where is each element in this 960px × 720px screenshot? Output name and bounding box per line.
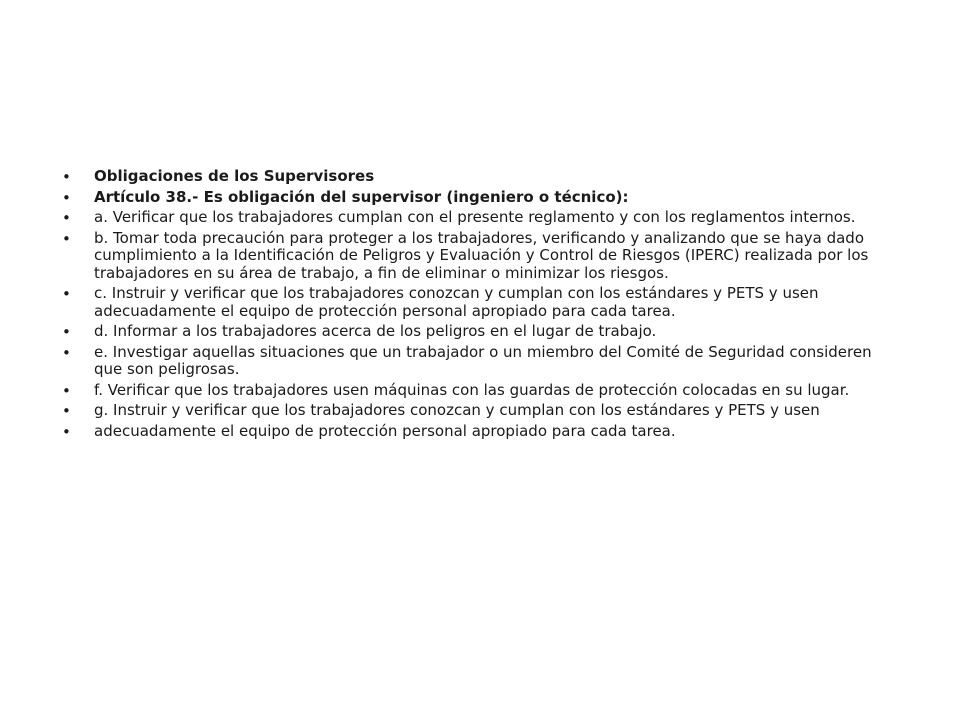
list-item-text: g. Instruir y verificar que los trabajadores conozcan y cumplan con los estándares y PETS y usen [94,401,820,419]
bullet-icon: • [62,209,71,227]
list-item [62,168,904,186]
list-item-text: e. Investigar aquellas situaciones que un trabajador o un miembro del Comité de Seguridad consideren que son peligrosas. [94,342,872,378]
bullet-icon: • [62,381,71,400]
list-item [62,189,904,207]
list-item-text: f. Verificar que los trabajadores usen máquinas con las guardas de protección colocadas en su lugar. [94,380,850,399]
bullet-icon: • [62,343,71,362]
bullet-icon: • [62,323,71,341]
list-item [62,323,904,341]
list-item [62,423,904,441]
list-item-text: adecuadamente el equipo de protección personal apropiado para cada tarea. [94,421,676,440]
list-item-text: Artículo 38.- Es obligación del supervisor (ingeniero o técnico): [94,187,629,206]
list-item-text: b. Tomar toda precaución para proteger a los trabajadores, verificando y analizando que se haya dado cumplimiento a la Identificación de Peligros y Evaluación y Control de Riesgos (IPERC) realizada por los trabajadores en su área de trabajo, a fin de eliminar o minimizar los riesgos. [94,228,869,282]
bullet-icon: • [62,188,71,207]
bullet-list [62,168,904,443]
bullet-icon: • [62,168,71,186]
bullet-icon: • [62,402,71,420]
list-item-text: Obligaciones de los Supervisores [94,167,375,185]
list-item-text: a. Verificar que los trabajadores cumplan con el presente reglamento y con los reglamentos internos. [94,208,856,226]
list-item-text: d. Informar a los trabajadores acerca de los peligros en el lugar de trabajo. [94,322,657,340]
list-item [62,382,904,400]
list-item [62,344,904,379]
list-item-text: c. Instruir y verificar que los trabajadores conozcan y cumplan con los estándares y PETS y usen adecuadamente el equipo de protección personal apropiado para cada tarea. [94,284,819,320]
bullet-icon: • [62,422,71,441]
list-item [62,209,904,227]
list-item [62,402,904,420]
list-item [62,230,904,283]
bullet-icon: • [62,285,71,303]
list-item [62,285,904,320]
bullet-icon: • [62,229,71,248]
